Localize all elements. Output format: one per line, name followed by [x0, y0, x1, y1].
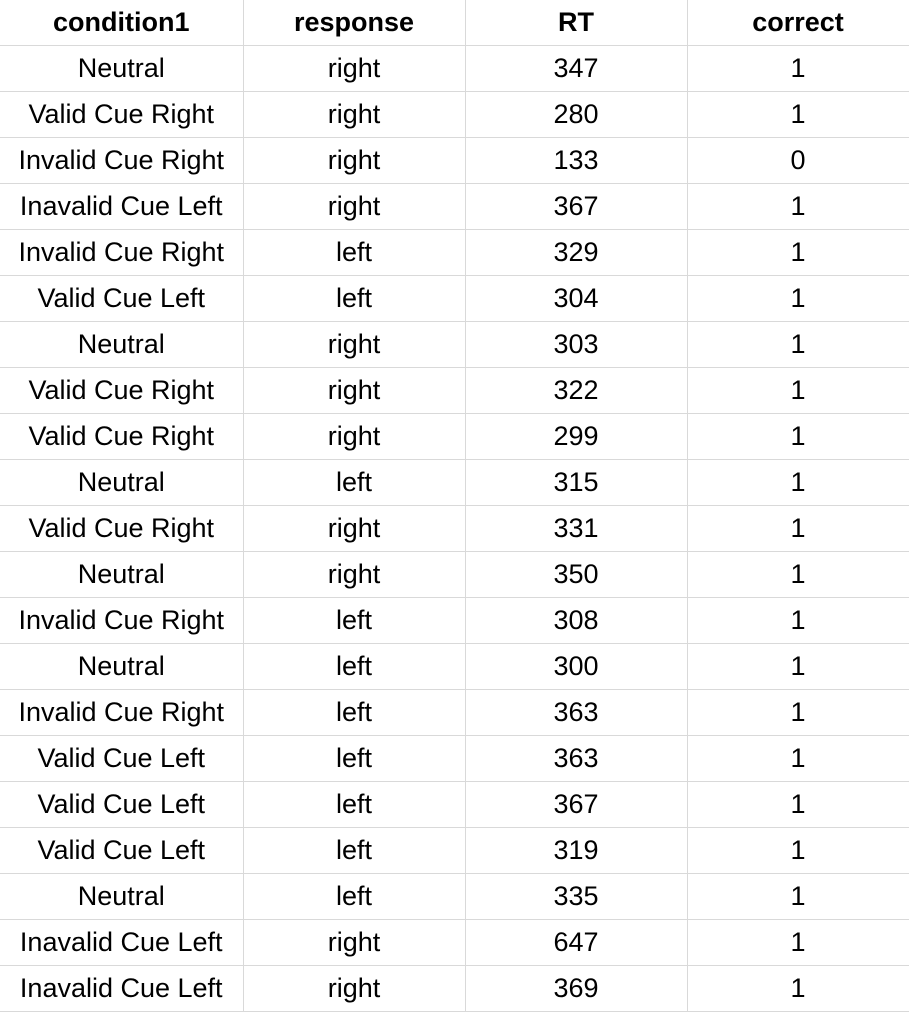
table-row — [0, 460, 909, 506]
cell-correct[interactable]: 1 — [687, 276, 909, 322]
cell-condition1[interactable]: Valid Cue Right — [0, 506, 243, 552]
cell-response[interactable]: left — [243, 736, 465, 782]
cell-response[interactable]: right — [243, 966, 465, 1012]
table-row — [0, 598, 909, 644]
cell-correct[interactable]: 1 — [687, 966, 909, 1012]
header-cell-response[interactable]: response — [243, 0, 465, 46]
cell-rt[interactable]: 319 — [465, 828, 687, 874]
cell-response[interactable]: left — [243, 782, 465, 828]
cell-condition1[interactable]: Inavalid Cue Left — [0, 966, 243, 1012]
cell-rt[interactable]: 308 — [465, 598, 687, 644]
cell-condition1[interactable]: Inavalid Cue Left — [0, 920, 243, 966]
table-row — [0, 966, 909, 1012]
cell-rt[interactable]: 304 — [465, 276, 687, 322]
table-row — [0, 736, 909, 782]
cell-condition1[interactable]: Invalid Cue Right — [0, 690, 243, 736]
table-row — [0, 690, 909, 736]
cell-rt[interactable]: 133 — [465, 138, 687, 184]
cell-correct[interactable]: 1 — [687, 644, 909, 690]
cell-condition1[interactable]: Invalid Cue Right — [0, 138, 243, 184]
cell-rt[interactable]: 300 — [465, 644, 687, 690]
cell-rt[interactable]: 347 — [465, 46, 687, 92]
header-row — [0, 0, 909, 46]
cell-correct[interactable]: 1 — [687, 184, 909, 230]
cell-condition1[interactable]: Invalid Cue Right — [0, 230, 243, 276]
table-row — [0, 92, 909, 138]
cell-correct[interactable]: 1 — [687, 46, 909, 92]
table-row — [0, 368, 909, 414]
cell-rt[interactable]: 367 — [465, 782, 687, 828]
cell-correct[interactable]: 1 — [687, 460, 909, 506]
cell-condition1[interactable]: Valid Cue Right — [0, 368, 243, 414]
table-row — [0, 414, 909, 460]
table-row — [0, 552, 909, 598]
cell-correct[interactable]: 1 — [687, 920, 909, 966]
table-row — [0, 874, 909, 920]
table-row — [0, 46, 909, 92]
cell-rt[interactable]: 369 — [465, 966, 687, 1012]
table-row — [0, 920, 909, 966]
cell-response[interactable]: left — [243, 828, 465, 874]
cell-condition1[interactable]: Invalid Cue Right — [0, 598, 243, 644]
cell-correct[interactable]: 1 — [687, 736, 909, 782]
header-cell-correct[interactable]: correct — [687, 0, 909, 46]
cell-response[interactable]: right — [243, 92, 465, 138]
cell-correct[interactable]: 1 — [687, 874, 909, 920]
cell-response[interactable]: right — [243, 506, 465, 552]
header-row-group — [0, 0, 909, 46]
cell-response[interactable]: right — [243, 920, 465, 966]
cell-correct[interactable]: 1 — [687, 414, 909, 460]
cell-response[interactable]: right — [243, 552, 465, 598]
cell-condition1[interactable]: Valid Cue Left — [0, 736, 243, 782]
table-body — [0, 46, 909, 1012]
cell-condition1[interactable]: Valid Cue Left — [0, 828, 243, 874]
cell-rt[interactable]: 367 — [465, 184, 687, 230]
cell-response[interactable]: right — [243, 322, 465, 368]
cell-condition1[interactable]: Valid Cue Left — [0, 782, 243, 828]
cell-correct[interactable]: 0 — [687, 138, 909, 184]
cell-response[interactable]: right — [243, 184, 465, 230]
cell-response[interactable]: left — [243, 690, 465, 736]
cell-response[interactable]: left — [243, 276, 465, 322]
table-row — [0, 506, 909, 552]
cell-rt[interactable]: 280 — [465, 92, 687, 138]
cell-rt[interactable]: 331 — [465, 506, 687, 552]
cell-correct[interactable]: 1 — [687, 690, 909, 736]
cell-condition1[interactable]: Neutral — [0, 322, 243, 368]
table-row — [0, 276, 909, 322]
cell-response[interactable]: left — [243, 598, 465, 644]
cell-response[interactable]: left — [243, 644, 465, 690]
header-cell-rt[interactable]: RT — [465, 0, 687, 46]
cell-rt[interactable]: 363 — [465, 736, 687, 782]
cell-correct[interactable]: 1 — [687, 782, 909, 828]
cell-correct[interactable]: 1 — [687, 92, 909, 138]
table-row — [0, 184, 909, 230]
cell-rt[interactable]: 350 — [465, 552, 687, 598]
cell-condition1[interactable]: Neutral — [0, 46, 243, 92]
cell-correct[interactable]: 1 — [687, 828, 909, 874]
cell-rt[interactable]: 647 — [465, 920, 687, 966]
table-row — [0, 828, 909, 874]
cell-condition1[interactable]: Valid Cue Right — [0, 414, 243, 460]
header-cell-condition1[interactable]: condition1 — [0, 0, 243, 46]
table-row — [0, 230, 909, 276]
cell-condition1[interactable]: Neutral — [0, 644, 243, 690]
cell-response[interactable]: left — [243, 460, 465, 506]
cell-correct[interactable]: 1 — [687, 598, 909, 644]
cell-rt[interactable]: 303 — [465, 322, 687, 368]
cell-response[interactable]: right — [243, 46, 465, 92]
cell-response[interactable]: right — [243, 138, 465, 184]
cell-rt[interactable]: 322 — [465, 368, 687, 414]
cell-rt[interactable]: 315 — [465, 460, 687, 506]
table-row — [0, 322, 909, 368]
table-row — [0, 644, 909, 690]
cell-condition1[interactable]: Neutral — [0, 460, 243, 506]
cell-response[interactable]: left — [243, 874, 465, 920]
table-row — [0, 138, 909, 184]
table-row — [0, 782, 909, 828]
cell-condition1[interactable]: Valid Cue Left — [0, 276, 243, 322]
cell-correct[interactable]: 1 — [687, 506, 909, 552]
cell-response[interactable]: right — [243, 368, 465, 414]
cell-condition1[interactable]: Neutral — [0, 874, 243, 920]
cell-condition1[interactable]: Inavalid Cue Left — [0, 184, 243, 230]
cell-response[interactable]: left — [243, 230, 465, 276]
cell-correct[interactable]: 1 — [687, 230, 909, 276]
cell-rt[interactable]: 329 — [465, 230, 687, 276]
cell-rt[interactable]: 299 — [465, 414, 687, 460]
cell-rt[interactable]: 363 — [465, 690, 687, 736]
cell-condition1[interactable]: Valid Cue Right — [0, 92, 243, 138]
cell-rt[interactable]: 335 — [465, 874, 687, 920]
cell-correct[interactable]: 1 — [687, 368, 909, 414]
cell-correct[interactable]: 1 — [687, 322, 909, 368]
cell-condition1[interactable]: Neutral — [0, 552, 243, 598]
cell-response[interactable]: right — [243, 414, 465, 460]
cell-correct[interactable]: 1 — [687, 552, 909, 598]
